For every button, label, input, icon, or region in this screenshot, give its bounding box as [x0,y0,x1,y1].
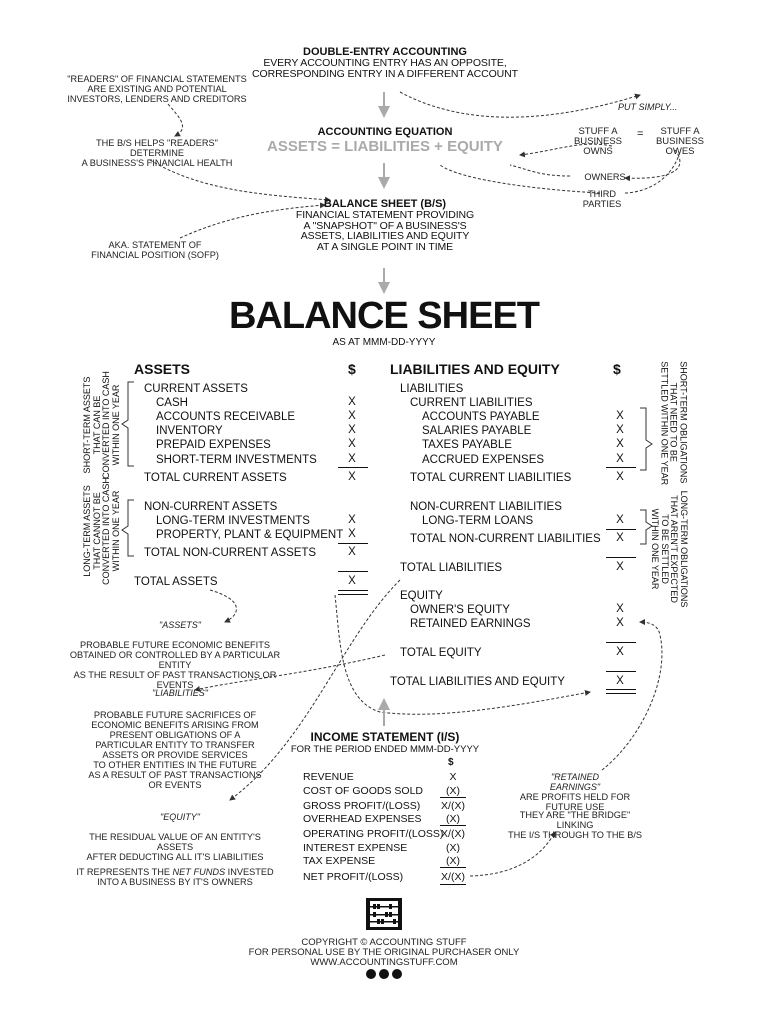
equation-formula: ASSETS = LIABILITIES + EQUITY [267,138,503,155]
net-funds-emphasis: NET FUNDS [172,867,226,877]
is-row-label: REVENUE [303,771,354,783]
total-current-assets: TOTAL CURRENT ASSETS [144,472,287,484]
def-line: ASSETS OR PROVIDE SERVICES [102,750,248,760]
total-ca-value: X [348,471,356,483]
bridge-line: THE I/S THROUGH TO THE B/S [507,830,643,840]
side-note-line: CONVERTED INTO CASH [101,477,111,585]
is-row-value: X/(X) [441,871,465,883]
bs-definition-line: ASSETS, LIABILITIES AND EQUITY [300,230,470,242]
side-note-line: THAT CAN BE [91,395,102,455]
copyright: COPYRIGHT © ACCOUNTING STUFF [301,937,467,948]
underline [606,671,636,672]
equation-block [250,126,520,155]
underline [440,797,466,798]
def-line: PROBABLE FUTURE ECONOMIC BENEFITS [80,640,270,650]
ca-value: X [348,453,356,465]
website-link[interactable]: WWW.ACCOUNTINGSTUFF.COM [310,957,458,968]
cl-value: X [616,424,624,436]
is-row-label: OPERATING PROFIT/(LOSS) [303,828,444,840]
def-line: PROBABLE FUTURE SACRIFICES OF [93,710,257,720]
nca-item: PROPERTY, PLANT & EQUIPMENT [156,529,344,541]
ca-item: SHORT-TERM INVESTMENTS [156,454,317,466]
equity-item: OWNER'S EQUITY [410,604,510,616]
ca-value: X [348,438,356,450]
abacus-logo-icon [364,896,404,932]
ca-item: PREPAID EXPENSES [156,439,271,451]
stuff-owes-line: STUFF A [660,126,700,137]
equity-net-funds-line [70,867,280,877]
side-note-short-term-obligations [659,361,689,486]
is-row-label: NET PROFIT/(LOSS) [303,871,404,883]
double-entry-line1: EVERY ACCOUNTING ENTRY HAS AN OPPOSITE, [263,57,507,69]
def-line: AS THE RESULT OF PAST TRANSACTIONS OR EVENTS [73,670,277,690]
readers-note [62,74,252,104]
side-note-line: THAT NEED TO BE [668,382,679,462]
ncl-value: X [616,514,624,526]
is-row-label: OVERHEAD EXPENSES [303,813,422,825]
double-entry-line2: CORRESPONDING ENTRY IN A DIFFERENT ACCOUNT [252,67,518,80]
equation-title: ACCOUNTING EQUATION [317,126,453,138]
side-note-line: SETTLED WITHIN ONE YEAR [659,361,670,486]
stuff-owns-line: BUSINESS OWNS [573,136,623,157]
ncl-item: LONG-TERM LOANS [422,515,534,527]
is-row-value: (X) [446,855,460,867]
side-note-long-term-obligations [650,488,688,610]
assets-header: ASSETS [134,361,191,377]
total-assets-value: X [348,575,356,587]
def-line: PRESENT OBLIGATIONS OF A [109,730,241,740]
total-liabilities: TOTAL LIABILITIES [400,562,503,574]
double-underline [606,689,636,694]
ca-item: INVENTORY [156,425,223,437]
is-row-value: X [449,771,457,783]
ca-item: ACCOUNTS RECEIVABLE [156,411,296,423]
underline [606,529,636,530]
def-line: OR EVENTS [148,780,202,790]
def-line: THE RESIDUAL VALUE OF AN ENTITY'S ASSETS [89,832,261,852]
side-note-line: SHORT-TERM ASSETS [82,376,92,474]
youtube-icon[interactable] [366,969,376,979]
total-noncurrent-assets: TOTAL NON-CURRENT ASSETS [144,547,317,559]
stuff-owns-line: STUFF A [578,126,618,137]
bs-helps-note [72,138,242,168]
helps-line: A BUSINESS'S FINANCIAL HEALTH [81,158,233,168]
re-definition-label: "RETAINED EARNINGS" [549,772,601,792]
social-icons [366,969,404,979]
total-cl-value: X [616,471,624,483]
readers-line: INVESTORS, LENDERS AND CREDITORS [67,94,247,104]
re-definition: ARE PROFITS HELD FOR FUTURE USE [519,792,631,812]
bs-definition-line: AT A SINGLE POINT IN TIME [316,240,454,253]
linkedin-icon[interactable] [392,969,402,979]
underline [440,867,466,868]
liabilities-heading: LIABILITIES [400,383,464,395]
underline [606,467,636,468]
noncurrent-assets-heading: NON-CURRENT ASSETS [144,501,278,513]
put-simply-note: PUT SIMPLY... [618,102,678,112]
footer [234,938,534,968]
side-note-line: SHORT-TERM OBLIGATIONS [678,361,689,484]
total-equity-value: X [616,646,624,658]
side-note-line: LONG-TERM ASSETS [82,485,92,577]
aka-line: AKA. STATEMENT OF [108,240,202,250]
stuff-owes-line: BUSINESS OWES [655,136,705,157]
side-note-short-term-assets [83,365,121,485]
re-bridge-note [505,810,645,840]
def-line: ECONOMIC BENEFITS ARISING FROM [91,720,259,730]
side-note-line: WITHIN ONE YEAR [650,508,661,590]
total-liabilities-value: X [616,561,624,573]
side-note-line: TO BE SETTLED [660,514,670,584]
equity-definition [70,832,280,887]
underline [440,825,466,826]
owners-note: OWNERS [584,172,626,182]
noncurrent-liabilities-heading: NON-CURRENT LIABILITIES [410,501,562,513]
cl-item: SALARIES PAYABLE [422,425,532,437]
readers-line: "READERS" OF FINANCIAL STATEMENTS [67,74,247,84]
bs-definition-block [270,198,500,252]
ca-item: CASH [156,397,188,409]
underline [338,571,368,572]
equals-sign: = [637,128,644,140]
nca-item: LONG-TERM INVESTMENTS [156,515,310,527]
is-row-label: INTEREST EXPENSE [303,842,408,854]
equity-value: X [616,617,624,629]
ca-value: X [348,410,356,422]
cl-item: ACCOUNTS PAYABLE [422,411,540,423]
bs-definition-line: FINANCIAL STATEMENT PROVIDING [295,209,475,221]
is-row-value: X/(X) [441,828,465,840]
income-statement-header [290,730,480,755]
equity-value: X [616,603,624,615]
stuff-owes-note [643,127,717,157]
ca-value: X [348,424,356,436]
underline [440,884,466,885]
page-title: BALANCE SHEET [228,295,540,337]
underline [606,557,636,558]
le-header: LIABILITIES AND EQUITY [390,361,560,377]
ca-value: X [348,396,356,408]
underline [338,543,368,544]
equity-definition-label: "EQUITY" [160,812,200,822]
def-line: TO OTHER ENTITIES IN THE FUTURE [93,760,257,770]
side-note-line: THAT AREN'T EXPECTED [669,495,680,603]
assets-definition [60,640,290,690]
liabilities-definition [80,710,270,790]
current-assets-heading: CURRENT ASSETS [144,383,248,395]
is-row-value: (X) [446,813,460,825]
side-note-long-term-assets [83,471,121,591]
total-assets: TOTAL ASSETS [134,576,218,588]
cl-item: ACCRUED EXPENSES [422,454,545,466]
aka-line: FINANCIAL POSITION (SOFP) [91,250,219,260]
readers-line: ARE EXISTING AND POTENTIAL [87,84,227,94]
total-liabilities-and-equity: TOTAL LIABILITIES AND EQUITY [390,676,565,688]
current-liabilities-heading: CURRENT LIABILITIES [410,397,533,409]
def-line: PARTICULAR ENTITY TO TRANSFER [95,740,255,750]
def-text: IT REPRESENTS THE [76,867,173,877]
double-entry-block [230,46,540,79]
total-nca-value: X [348,546,356,558]
is-row-label: GROSS PROFIT/(LOSS) [303,800,421,812]
le-dollar-header: $ [613,361,621,377]
total-ncl-value: X [616,532,624,544]
bs-date: AS AT MMM-DD-YYYY [332,337,436,348]
def-line: AFTER DEDUCTING ALL IT'S LIABILITIES [86,852,264,862]
is-dollar-header: $ [448,757,454,768]
is-title: INCOME STATEMENT (I/S) [310,730,460,744]
side-note-line: WITHIN ONE YEAR [110,490,121,572]
third-parties-note: THIRD PARTIES [582,189,622,209]
side-note-line: WITHIN ONE YEAR [110,384,121,466]
liabilities-definition-label: "LIABILITIES" [152,688,208,698]
is-row-value: (X) [446,842,460,854]
def-line: AS A RESULT OF PAST TRANSACTIONS [88,770,262,780]
cl-value: X [616,453,624,465]
side-note-line: THAT CANNOT BE [91,492,102,570]
total-equity: TOTAL EQUITY [400,647,482,659]
is-row-value: X/(X) [441,800,465,812]
bridge-line: THEY ARE "THE BRIDGE" LINKING [519,810,631,830]
is-row-label: COST OF GOODS SOLD [303,785,423,797]
assets-definition-label: "ASSETS" [159,620,201,630]
side-note-line: CONVERTED INTO CASH [101,371,111,479]
personal-use-note: FOR PERSONAL USE BY THE ORIGINAL PURCHASER ONLY [248,947,520,958]
assets-dollar-header: $ [348,361,356,377]
total-le-value: X [616,675,624,687]
total-current-liabilities: TOTAL CURRENT LIABILITIES [410,472,572,484]
cl-value: X [616,438,624,450]
bs-definition-line: A "SNAPSHOT" OF A BUSINESS'S [303,219,467,232]
helps-line: THE B/S HELPS "READERS" DETERMINE [96,138,218,158]
equity-item: RETAINED EARNINGS [410,618,531,630]
double-entry-title: DOUBLE-ENTRY ACCOUNTING [303,46,467,58]
side-note-line: LONG-TERM OBLIGATIONS [679,490,689,608]
equity-heading: EQUITY [400,590,443,602]
is-row-value: (X) [446,785,460,797]
underline [338,467,368,468]
underline [606,642,636,643]
is-subtitle: FOR THE PERIOD ENDED MMM-DD-YYYY [290,744,480,755]
bs-definition-title: BALANCE SHEET (B/S) [323,198,447,210]
cl-item: TAXES PAYABLE [422,439,512,451]
aka-note [80,240,230,260]
def-line: OBTAINED OR CONTROLLED BY A PARTICULAR ENTITY [69,650,281,670]
instagram-icon[interactable] [379,969,389,979]
nca-value: X [348,514,356,526]
nca-value: X [348,528,356,540]
total-noncurrent-liabilities: TOTAL NON-CURRENT LIABILITIES [410,533,601,545]
is-row-label: TAX EXPENSE [303,855,376,867]
double-underline [338,590,368,595]
stuff-owns-note [560,127,636,157]
def-line: INTO A BUSINESS BY IT'S OWNERS [97,877,253,887]
cl-value: X [616,410,624,422]
def-text: INVESTED [225,867,274,877]
